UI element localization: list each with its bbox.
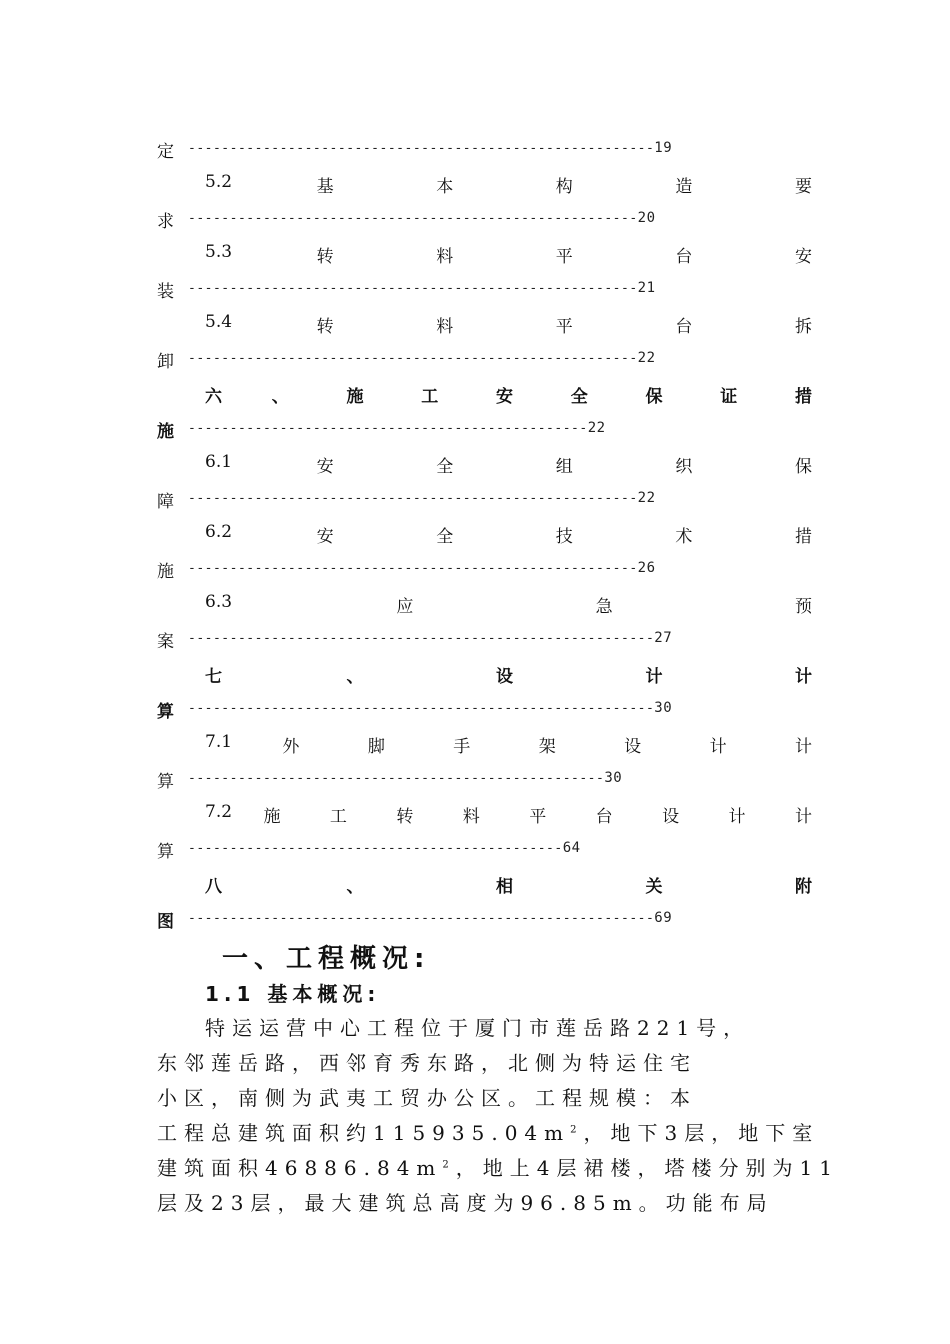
toc-title-char: 构: [555, 177, 573, 197]
toc-dashes: ---------------------------------------------: [188, 841, 563, 856]
toc-title-char: 施: [263, 807, 281, 827]
toc-title-end: 装: [157, 282, 174, 302]
toc-title-char: 7.2: [205, 802, 233, 822]
toc-title-char: 转: [316, 247, 334, 267]
toc-title-end: 施: [157, 422, 174, 442]
toc-entry-leader: [0, 767, 950, 797]
toc-dashes: --------------------------------------------------------: [188, 141, 655, 156]
toc-dot-leader: [188, 630, 672, 646]
toc-title-char: 计: [795, 737, 812, 757]
toc-title-end: 定: [157, 142, 174, 162]
subsection-title: 1.1 基本概况:: [205, 982, 381, 1006]
toc-dashes: --------------------------------------------------------: [188, 631, 655, 646]
toc-page-number: 27: [654, 630, 673, 646]
toc-page-number: 20: [637, 210, 656, 226]
toc-title-char: 5.3: [205, 242, 233, 262]
toc-page-number: 30: [654, 700, 673, 716]
toc-entry-title: [0, 452, 950, 482]
toc-title-char: 全: [436, 527, 454, 547]
toc-title-char: 措: [795, 387, 812, 407]
toc-title-end: 施: [157, 562, 174, 582]
toc-entry-leader: [0, 557, 950, 587]
toc-dashes: ------------------------------------------------------: [188, 281, 638, 296]
toc-dot-leader: [188, 280, 656, 296]
toc-entry-leader: [0, 907, 950, 937]
toc-title-end: 求: [157, 212, 174, 232]
toc-title-char: 台: [595, 807, 613, 827]
toc-dot-leader: [188, 840, 581, 856]
toc-title-char: 保: [795, 457, 812, 477]
toc-title-char: 计: [728, 807, 746, 827]
toc-dot-leader: [188, 210, 656, 226]
toc-title-char: 料: [462, 807, 480, 827]
toc-title-char: 、: [346, 877, 364, 897]
toc-dot-leader: [188, 910, 672, 926]
toc-title-end: 算: [157, 702, 174, 722]
toc-title-char: 6.2: [205, 522, 233, 542]
toc-entry-title: [0, 662, 950, 692]
toc-title-char: 造: [675, 177, 693, 197]
toc-title-char: 本: [436, 177, 454, 197]
toc-dot-leader: [188, 770, 622, 786]
toc-title-char: 术: [675, 527, 693, 547]
toc-title-char: 设: [624, 737, 642, 757]
toc-title-char: 安: [316, 457, 334, 477]
toc-title-char: 平: [555, 317, 573, 337]
body-text-line: 小区，南侧为武夷工贸办公区。工程规模：本: [157, 1086, 697, 1110]
toc-title-char: 转: [396, 807, 414, 827]
toc-entry-title: [0, 242, 950, 272]
toc-title-char: 技: [555, 527, 573, 547]
toc-title-char: 计: [795, 807, 812, 827]
toc-entry-leader: [0, 697, 950, 727]
toc-entry-title: [0, 592, 950, 622]
toc-title-char: 施: [346, 387, 364, 407]
toc-page-number: 69: [654, 910, 673, 926]
body-text-line: 建筑面积$46886.84m^2$，地上4层裙楼，塔楼分别为11: [157, 1156, 839, 1180]
toc-page-number: 22: [637, 350, 656, 366]
toc-page-number: 22: [637, 490, 656, 506]
toc-entry-leader: [0, 627, 950, 657]
toc-title-char: 安: [795, 247, 812, 267]
toc-title-end: 卸: [157, 352, 174, 372]
toc-title-char: 料: [436, 247, 454, 267]
toc-title-char: 附: [795, 877, 812, 897]
toc-title-char: 八: [205, 877, 222, 897]
toc-dashes: ------------------------------------------------: [188, 421, 588, 436]
toc-title-char: 预: [795, 597, 812, 617]
toc-title-char: 设: [496, 667, 513, 687]
toc-dot-leader: [188, 140, 672, 156]
toc-title-end: 算: [157, 842, 174, 862]
toc-title-char: 5.4: [205, 312, 233, 332]
toc-title-end: 案: [157, 632, 174, 652]
toc-title-char: 平: [555, 247, 573, 267]
toc-entry-leader: [0, 277, 950, 307]
toc-dot-leader: [188, 560, 656, 576]
toc-title-end: 障: [157, 492, 174, 512]
toc-dashes: ------------------------------------------------------: [188, 491, 638, 506]
toc-entry-title: [0, 732, 950, 762]
toc-title-char: 手: [453, 737, 471, 757]
toc-title-char: 6.1: [205, 452, 233, 472]
toc-entry-title: [0, 522, 950, 552]
toc-title-char: 外: [282, 737, 300, 757]
toc-title-char: 计: [795, 667, 812, 687]
toc-title-char: 计: [709, 737, 727, 757]
toc-title-char: 要: [795, 177, 812, 197]
section-title: 一、工程概况:: [222, 944, 431, 974]
toc-title-char: 转: [316, 317, 334, 337]
toc-title-char: 脚: [367, 737, 385, 757]
toc-entry-leader: [0, 487, 950, 517]
toc-title-char: 安: [316, 527, 334, 547]
toc-title-char: 拆: [795, 317, 812, 337]
toc-dashes: ------------------------------------------------------: [188, 351, 638, 366]
toc-title-char: 、: [346, 667, 364, 687]
toc-dot-leader: [188, 420, 606, 436]
toc-title-char: 织: [675, 457, 693, 477]
toc-entry-title: [0, 382, 950, 412]
toc-title-char: 六: [205, 387, 222, 407]
toc-page-number: 19: [654, 140, 673, 156]
toc-title-char: 全: [570, 387, 588, 407]
toc-dashes: ------------------------------------------------------: [188, 211, 638, 226]
toc-title-end: 图: [157, 912, 174, 932]
toc-entry-leader: [0, 837, 950, 867]
toc-dot-leader: [188, 700, 672, 716]
toc-title-char: 七: [205, 667, 222, 687]
toc-dashes: --------------------------------------------------------: [188, 701, 655, 716]
toc-title-char: 计: [645, 667, 663, 687]
toc-entry-title: [0, 312, 950, 342]
toc-title-char: 应: [396, 597, 414, 617]
toc-title-char: 全: [436, 457, 454, 477]
toc-title-char: 平: [529, 807, 547, 827]
toc-entry-leader: [0, 207, 950, 237]
toc-entry-title: [0, 872, 950, 902]
toc-title-char: 台: [675, 317, 693, 337]
toc-title-char: 5.2: [205, 172, 233, 192]
toc-title-char: 关: [645, 877, 663, 897]
toc-dashes: --------------------------------------------------------: [188, 911, 655, 926]
toc-title-end: 算: [157, 772, 174, 792]
toc-page-number: 30: [604, 770, 623, 786]
toc-title-char: 设: [662, 807, 680, 827]
toc-title-char: 证: [720, 387, 738, 407]
toc-entry-leader: [0, 347, 950, 377]
toc-dot-leader: [188, 490, 656, 506]
toc-entry-title: [0, 172, 950, 202]
toc-title-char: 工: [329, 807, 347, 827]
toc-title-char: 7.1: [205, 732, 233, 752]
toc-page-number: 21: [637, 280, 656, 296]
toc-title-char: 措: [795, 527, 812, 547]
toc-dashes: --------------------------------------------------: [188, 771, 605, 786]
toc-title-char: 基: [316, 177, 334, 197]
toc-entry-title: [0, 802, 950, 832]
toc-title-char: 架: [538, 737, 556, 757]
toc-title-char: 、: [271, 387, 289, 407]
toc-title-char: 急: [595, 597, 613, 617]
toc-entry-leader: [0, 137, 950, 167]
body-text-line: 工程总建筑面积约$115935.04m^2$，地下3层，地下室: [157, 1121, 820, 1145]
toc-dot-leader: [188, 350, 656, 366]
body-text-line: 东邻莲岳路，西邻育秀东路，北侧为特运住宅: [157, 1051, 697, 1075]
toc-title-char: 料: [436, 317, 454, 337]
toc-title-char: 相: [496, 877, 513, 897]
toc-dashes: ------------------------------------------------------: [188, 561, 638, 576]
toc-title-char: 保: [645, 387, 663, 407]
toc-title-char: 6.3: [205, 592, 233, 612]
body-text-line: 层及23层，最大建筑总高度为96.85m。功能布局: [157, 1191, 774, 1215]
toc-title-char: 组: [555, 457, 573, 477]
toc-page-number: 22: [587, 420, 606, 436]
toc-title-char: 工: [421, 387, 439, 407]
body-text-line: 特运运营中心工程位于厦门市莲岳路221号，: [205, 1016, 751, 1040]
toc-page-number: 26: [637, 560, 656, 576]
toc-title-char: 安: [496, 387, 513, 407]
toc-title-char: 台: [675, 247, 693, 267]
toc-entry-leader: [0, 417, 950, 447]
toc-page-number: 64: [562, 840, 581, 856]
